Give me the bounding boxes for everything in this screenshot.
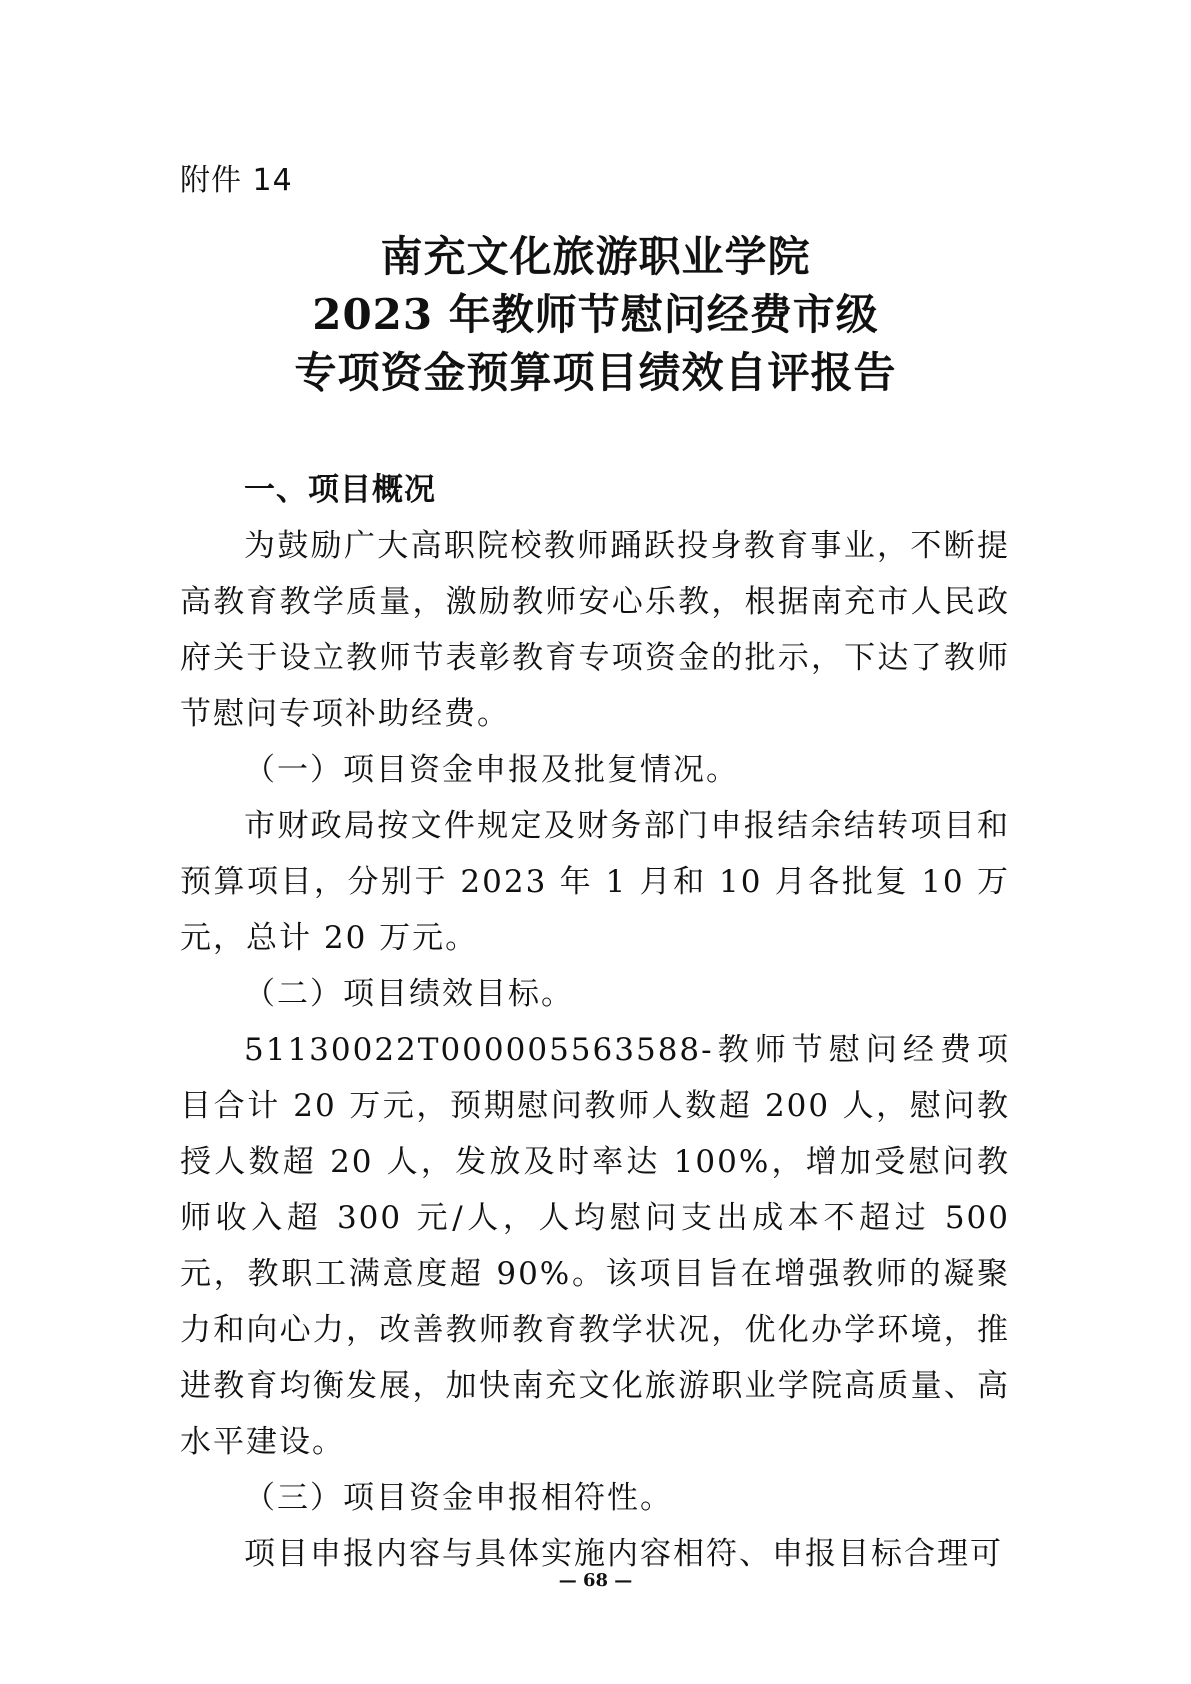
paragraph-funding-consistency: 项目申报内容与具体实施内容相符、申报目标合理可 <box>244 1536 1003 1572</box>
section-heading-overview: 一、项目概况 <box>244 472 436 508</box>
document-title <box>0 228 1191 402</box>
title-line-1: 南充文化旅游职业学院 <box>380 232 811 281</box>
paragraph-funding-approval: 市财政局按文件规定及财务部门申报结余结转项目和预算项目，分别于 2023 年 1 月和 10 月各批复 10 万元，总计 20 万元。 <box>180 808 1010 956</box>
title-line-3: 专项资金预算项目绩效自评报告 <box>294 348 897 397</box>
paragraph-overview: 为鼓励广大高职院校教师踊跃投身教育事业，不断提高教育教学质量，激励教师安心乐教，根据南充市人民政府关于设立教师节表彰教育专项资金的批示，下达了教师节慰问专项补助经费。 <box>180 528 1010 732</box>
document-body <box>180 462 1010 1582</box>
subsection-heading-funding-approval: （一）项目资金申报及批复情况。 <box>244 752 739 788</box>
page-number: — 68 — <box>558 1570 633 1591</box>
subsection-heading-funding-consistency: （三）项目资金申报相符性。 <box>244 1480 673 1516</box>
title-line-2: 2023 年教师节慰问经费市级 <box>312 290 879 339</box>
paragraph-performance-goals: 51130022T000005563588-教师节慰问经费项目合计 20 万元，预期慰问教师人数超 200 人，慰问教授人数超 20 人，发放及时率达 100%，增加受慰问教师收入超 300 元/人，人均慰问支出成本不超过 500 元，教职工满意度超 90%。该项目旨在增强教师的凝聚力和向心力，改善教师教育教学状况，优化办学环境，推进教育均衡发展，加快南充文化旅游职业学院高质量、高水平建设。 <box>180 1032 1010 1460</box>
subsection-heading-performance-goals: （二）项目绩效目标。 <box>244 976 574 1012</box>
attachment-label: 附件 14 <box>180 163 293 198</box>
